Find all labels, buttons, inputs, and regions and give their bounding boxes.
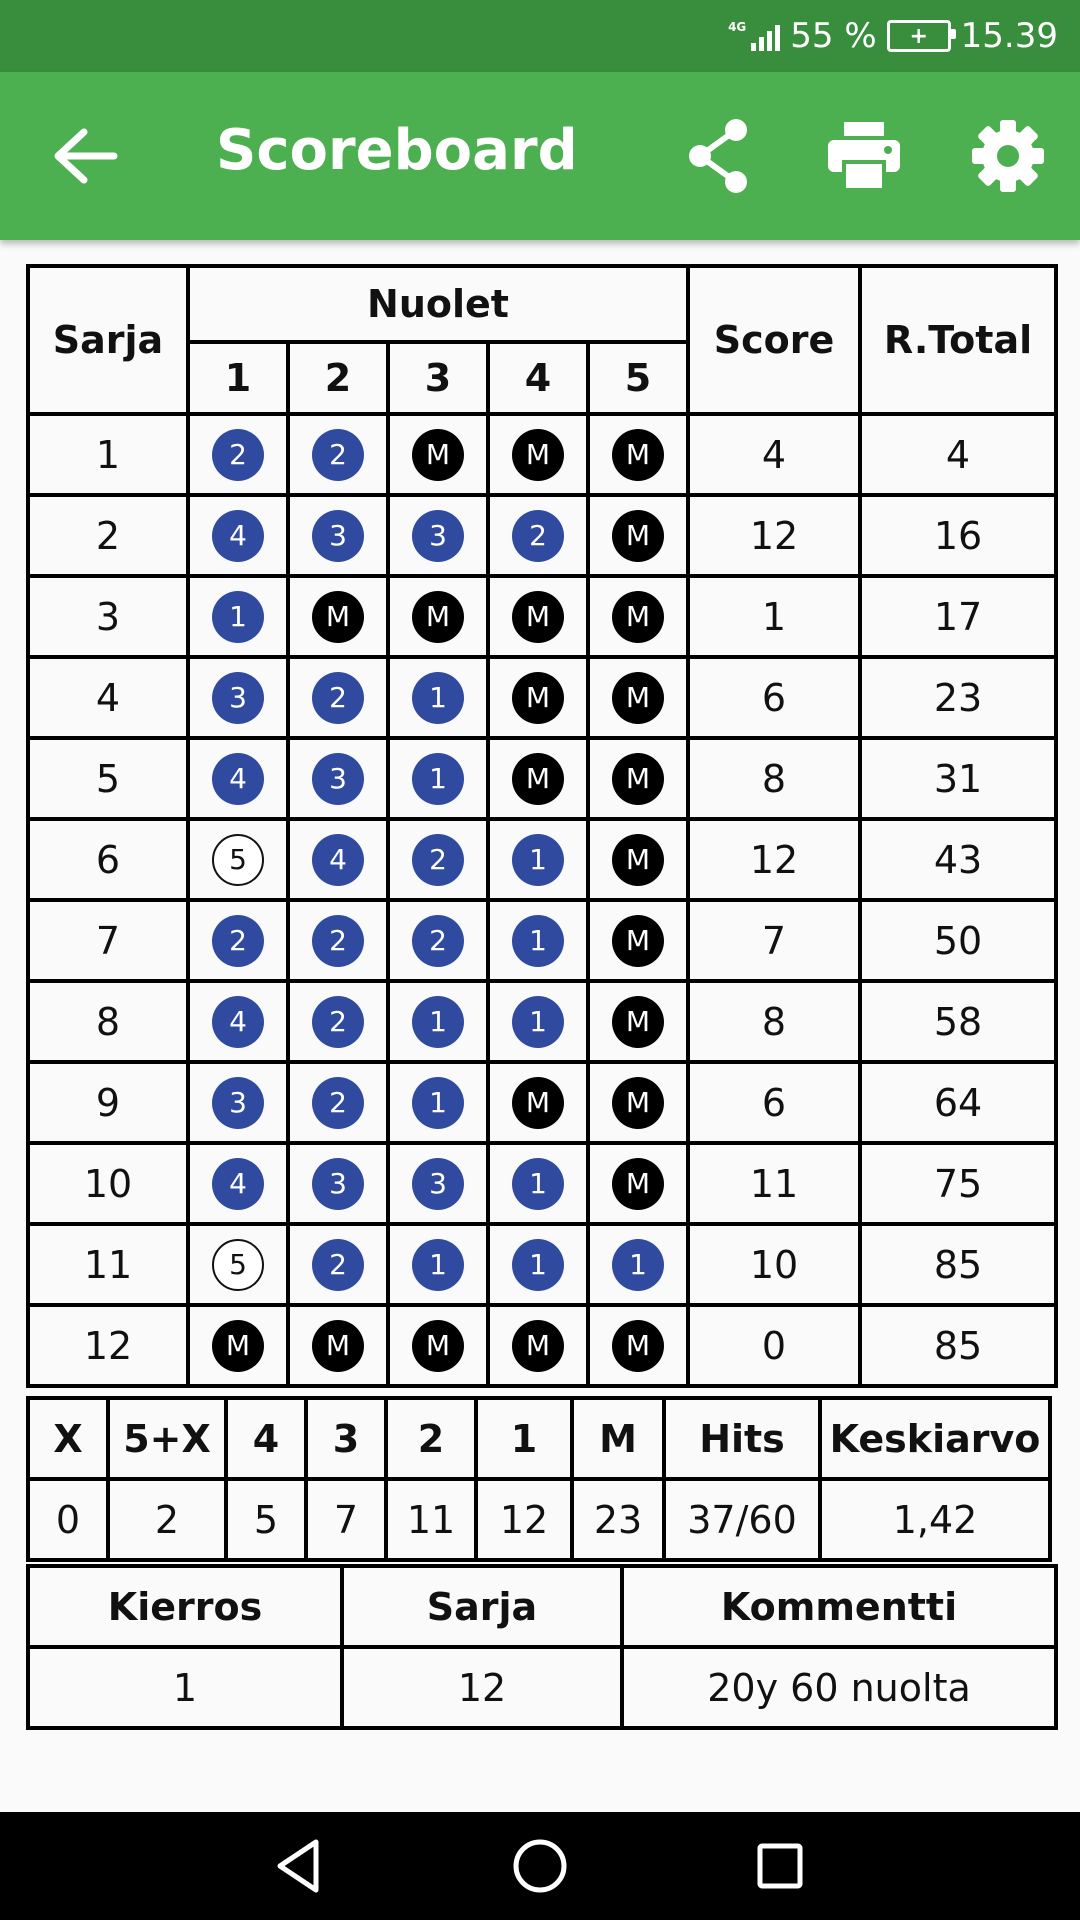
arrow-cell — [188, 414, 288, 495]
arrow-cell — [388, 981, 488, 1062]
stats-value-hits: 37/60 — [664, 1479, 820, 1560]
running-total: 31 — [860, 738, 1056, 819]
arrow-cell — [588, 1062, 688, 1143]
series-score: 6 — [688, 657, 860, 738]
stats-header-row — [28, 1398, 1050, 1479]
running-total: 58 — [860, 981, 1056, 1062]
miss-marker: M — [212, 1320, 264, 1372]
arrow-cell — [488, 1305, 588, 1386]
arrow-cell — [588, 576, 688, 657]
arrow-cell — [488, 657, 588, 738]
stats-header-5x: 5+X — [108, 1398, 226, 1479]
stats-header-3: 3 — [306, 1398, 386, 1479]
arrow-cell — [488, 819, 588, 900]
running-total: 23 — [860, 657, 1056, 738]
arrow-score-marker: 1 — [412, 1077, 464, 1129]
arrow-cell — [488, 900, 588, 981]
arrow-cell — [188, 819, 288, 900]
stats-value-m: 23 — [572, 1479, 664, 1560]
stats-value-x: 0 — [28, 1479, 108, 1560]
stats-header-1: 1 — [476, 1398, 572, 1479]
arrow-cell — [588, 1305, 688, 1386]
series-score: 6 — [688, 1062, 860, 1143]
battery-percent: 55 % — [790, 16, 877, 56]
arrow-cell — [288, 900, 388, 981]
info-value-kierros: 1 — [28, 1647, 342, 1728]
arrow-cell — [188, 576, 288, 657]
signal-icon — [728, 21, 780, 51]
series-score: 4 — [688, 414, 860, 495]
arrow-score-marker: 1 — [512, 996, 564, 1048]
arrow-score-marker: 5 — [212, 1239, 264, 1291]
score-table — [26, 264, 1058, 1388]
header-score: Score — [688, 266, 860, 414]
arrow-cell — [488, 576, 588, 657]
share-icon[interactable] — [680, 116, 760, 196]
arrow-score-marker: 1 — [412, 753, 464, 805]
arrow-score-marker: 2 — [412, 834, 464, 886]
arrow-cell — [588, 981, 688, 1062]
miss-marker: M — [612, 591, 664, 643]
header-nuolet: Nuolet — [188, 266, 688, 342]
header-arrow-3: 3 — [388, 342, 488, 414]
header-arrow-5: 5 — [588, 342, 688, 414]
info-value-row — [28, 1647, 1056, 1728]
arrow-score-marker: 2 — [312, 1077, 364, 1129]
arrow-cell — [588, 657, 688, 738]
info-header-kommentti: Kommentti — [622, 1566, 1056, 1647]
arrow-cell — [388, 1224, 488, 1305]
arrow-score-marker: 3 — [212, 672, 264, 724]
miss-marker: M — [512, 753, 564, 805]
score-row — [28, 1062, 1056, 1143]
info-header-row — [28, 1566, 1056, 1647]
arrow-cell — [388, 900, 488, 981]
arrow-cell — [488, 1062, 588, 1143]
arrow-cell — [288, 576, 388, 657]
arrow-cell — [288, 1305, 388, 1386]
miss-marker: M — [312, 591, 364, 643]
arrow-cell — [588, 1224, 688, 1305]
arrow-score-marker: 1 — [512, 915, 564, 967]
arrow-score-marker: 2 — [312, 996, 364, 1048]
arrow-score-marker: 2 — [512, 510, 564, 562]
arrow-score-marker: 1 — [412, 996, 464, 1048]
miss-marker: M — [612, 1320, 664, 1372]
series-number: 3 — [28, 576, 188, 657]
arrow-cell — [488, 981, 588, 1062]
score-row — [28, 1305, 1056, 1386]
arrow-cell — [188, 981, 288, 1062]
stats-header-m: M — [572, 1398, 664, 1479]
app-bar — [0, 72, 1080, 240]
miss-marker: M — [512, 672, 564, 724]
running-total: 85 — [860, 1224, 1056, 1305]
arrow-score-marker: 1 — [512, 1239, 564, 1291]
series-number: 12 — [28, 1305, 188, 1386]
arrow-score-marker: 2 — [212, 915, 264, 967]
miss-marker: M — [512, 1077, 564, 1129]
running-total: 17 — [860, 576, 1056, 657]
arrow-cell — [388, 657, 488, 738]
series-score: 1 — [688, 576, 860, 657]
arrow-cell — [288, 819, 388, 900]
arrow-score-marker: 4 — [212, 996, 264, 1048]
print-icon[interactable] — [824, 116, 904, 196]
series-number: 1 — [28, 414, 188, 495]
miss-marker: M — [312, 1320, 364, 1372]
nav-recents-icon[interactable] — [750, 1836, 810, 1896]
arrow-cell — [188, 900, 288, 981]
stats-table — [26, 1396, 1052, 1562]
header-running-total: R.Total — [860, 266, 1056, 414]
arrow-cell — [288, 981, 388, 1062]
miss-marker: M — [612, 429, 664, 481]
arrow-cell — [388, 1062, 488, 1143]
arrow-cell — [388, 414, 488, 495]
miss-marker: M — [612, 753, 664, 805]
arrow-cell — [288, 1062, 388, 1143]
score-row — [28, 576, 1056, 657]
arrow-score-marker: 2 — [312, 672, 364, 724]
score-row — [28, 414, 1056, 495]
arrow-score-marker: 3 — [312, 753, 364, 805]
running-total: 85 — [860, 1305, 1056, 1386]
arrow-score-marker: 1 — [512, 1158, 564, 1210]
network-type: 4G — [728, 20, 747, 34]
arrow-cell — [488, 1224, 588, 1305]
arrow-cell — [188, 1224, 288, 1305]
stats-value-5x: 2 — [108, 1479, 226, 1560]
arrow-score-marker: 4 — [212, 510, 264, 562]
arrow-cell — [588, 819, 688, 900]
arrow-score-marker: 2 — [212, 429, 264, 481]
arrow-cell — [488, 738, 588, 819]
arrow-score-marker: 1 — [412, 672, 464, 724]
stats-header-hits: Hits — [664, 1398, 820, 1479]
arrow-cell — [388, 1143, 488, 1224]
status-icons — [718, 0, 1058, 72]
nav-back-icon[interactable] — [270, 1836, 330, 1896]
stats-header-x: X — [28, 1398, 108, 1479]
clock: 15.39 — [960, 16, 1058, 56]
arrow-cell — [188, 1305, 288, 1386]
miss-marker: M — [512, 591, 564, 643]
settings-icon[interactable] — [968, 116, 1048, 196]
arrow-score-marker: 3 — [312, 1158, 364, 1210]
info-value-kommentti: 20y 60 nuolta — [622, 1647, 1056, 1728]
arrow-score-marker: 1 — [612, 1239, 664, 1291]
miss-marker: M — [412, 429, 464, 481]
series-number: 8 — [28, 981, 188, 1062]
series-number: 5 — [28, 738, 188, 819]
series-score: 12 — [688, 819, 860, 900]
nav-home-icon[interactable] — [510, 1836, 570, 1896]
info-header-kierros: Kierros — [28, 1566, 342, 1647]
page-title: Scoreboard — [216, 118, 578, 183]
header-arrow-4: 4 — [488, 342, 588, 414]
score-row — [28, 1143, 1056, 1224]
stats-value-row — [28, 1479, 1050, 1560]
arrow-cell — [188, 1062, 288, 1143]
running-total: 64 — [860, 1062, 1056, 1143]
series-score: 8 — [688, 738, 860, 819]
arrow-score-marker: 4 — [312, 834, 364, 886]
stats-header-keskiarvo: Keskiarvo — [820, 1398, 1050, 1479]
running-total: 4 — [860, 414, 1056, 495]
arrow-cell — [388, 495, 488, 576]
miss-marker: M — [512, 1320, 564, 1372]
arrow-cell — [588, 738, 688, 819]
battery-charging-icon: + — [887, 20, 951, 52]
arrow-score-marker: 3 — [312, 510, 364, 562]
arrow-score-marker: 1 — [512, 834, 564, 886]
arrow-score-marker: 2 — [312, 915, 364, 967]
series-score: 7 — [688, 900, 860, 981]
header-sarja: Sarja — [28, 266, 188, 414]
arrow-cell — [488, 495, 588, 576]
arrow-score-marker: 3 — [212, 1077, 264, 1129]
score-row — [28, 495, 1056, 576]
arrow-cell — [388, 738, 488, 819]
arrow-cell — [588, 414, 688, 495]
miss-marker: M — [512, 429, 564, 481]
series-number: 4 — [28, 657, 188, 738]
series-score: 11 — [688, 1143, 860, 1224]
stats-value-3: 7 — [306, 1479, 386, 1560]
stats-header-4: 4 — [226, 1398, 306, 1479]
score-row — [28, 1224, 1056, 1305]
arrow-cell — [588, 900, 688, 981]
header-arrow-1: 1 — [188, 342, 288, 414]
arrow-back-icon[interactable] — [50, 124, 122, 188]
stats-value-1: 12 — [476, 1479, 572, 1560]
navigation-bar — [0, 1812, 1080, 1920]
info-table — [26, 1564, 1058, 1730]
running-total: 43 — [860, 819, 1056, 900]
miss-marker: M — [612, 834, 664, 886]
arrow-score-marker: 3 — [412, 1158, 464, 1210]
arrow-cell — [288, 1224, 388, 1305]
arrow-score-marker: 2 — [312, 1239, 364, 1291]
score-row — [28, 981, 1056, 1062]
score-row — [28, 900, 1056, 981]
series-score: 0 — [688, 1305, 860, 1386]
arrow-score-marker: 2 — [312, 429, 364, 481]
series-number: 7 — [28, 900, 188, 981]
series-score: 12 — [688, 495, 860, 576]
arrow-cell — [288, 738, 388, 819]
status-bar — [0, 0, 1080, 72]
score-row — [28, 738, 1056, 819]
miss-marker: M — [612, 1158, 664, 1210]
arrow-score-marker: 1 — [412, 1239, 464, 1291]
miss-marker: M — [612, 510, 664, 562]
arrow-cell — [588, 495, 688, 576]
arrow-cell — [288, 414, 388, 495]
miss-marker: M — [612, 996, 664, 1048]
arrow-cell — [188, 1143, 288, 1224]
arrow-cell — [488, 1143, 588, 1224]
running-total: 16 — [860, 495, 1056, 576]
arrow-cell — [288, 1143, 388, 1224]
stats-value-keskiarvo: 1,42 — [820, 1479, 1050, 1560]
score-row — [28, 657, 1056, 738]
arrow-score-marker: 2 — [412, 915, 464, 967]
arrow-score-marker: 1 — [212, 591, 264, 643]
running-total: 75 — [860, 1143, 1056, 1224]
arrow-cell — [288, 495, 388, 576]
miss-marker: M — [612, 915, 664, 967]
series-score: 8 — [688, 981, 860, 1062]
header-arrow-2: 2 — [288, 342, 388, 414]
info-header-sarja: Sarja — [342, 1566, 622, 1647]
series-score: 10 — [688, 1224, 860, 1305]
arrow-score-marker: 5 — [212, 834, 264, 886]
arrow-cell — [388, 819, 488, 900]
miss-marker: M — [412, 1320, 464, 1372]
arrow-cell — [188, 738, 288, 819]
arrow-cell — [588, 1143, 688, 1224]
arrow-score-marker: 4 — [212, 1158, 264, 1210]
arrow-cell — [388, 576, 488, 657]
score-row — [28, 819, 1056, 900]
arrow-cell — [488, 414, 588, 495]
arrow-cell — [288, 657, 388, 738]
miss-marker: M — [612, 1077, 664, 1129]
running-total: 50 — [860, 900, 1056, 981]
series-number: 9 — [28, 1062, 188, 1143]
arrow-cell — [188, 657, 288, 738]
arrow-cell — [188, 495, 288, 576]
miss-marker: M — [612, 672, 664, 724]
series-number: 11 — [28, 1224, 188, 1305]
stats-header-2: 2 — [386, 1398, 476, 1479]
info-value-sarja: 12 — [342, 1647, 622, 1728]
stats-value-2: 11 — [386, 1479, 476, 1560]
arrow-cell — [388, 1305, 488, 1386]
series-number: 6 — [28, 819, 188, 900]
series-number: 10 — [28, 1143, 188, 1224]
miss-marker: M — [412, 591, 464, 643]
arrow-score-marker: 3 — [412, 510, 464, 562]
arrow-score-marker: 4 — [212, 753, 264, 805]
series-number: 2 — [28, 495, 188, 576]
stats-value-4: 5 — [226, 1479, 306, 1560]
